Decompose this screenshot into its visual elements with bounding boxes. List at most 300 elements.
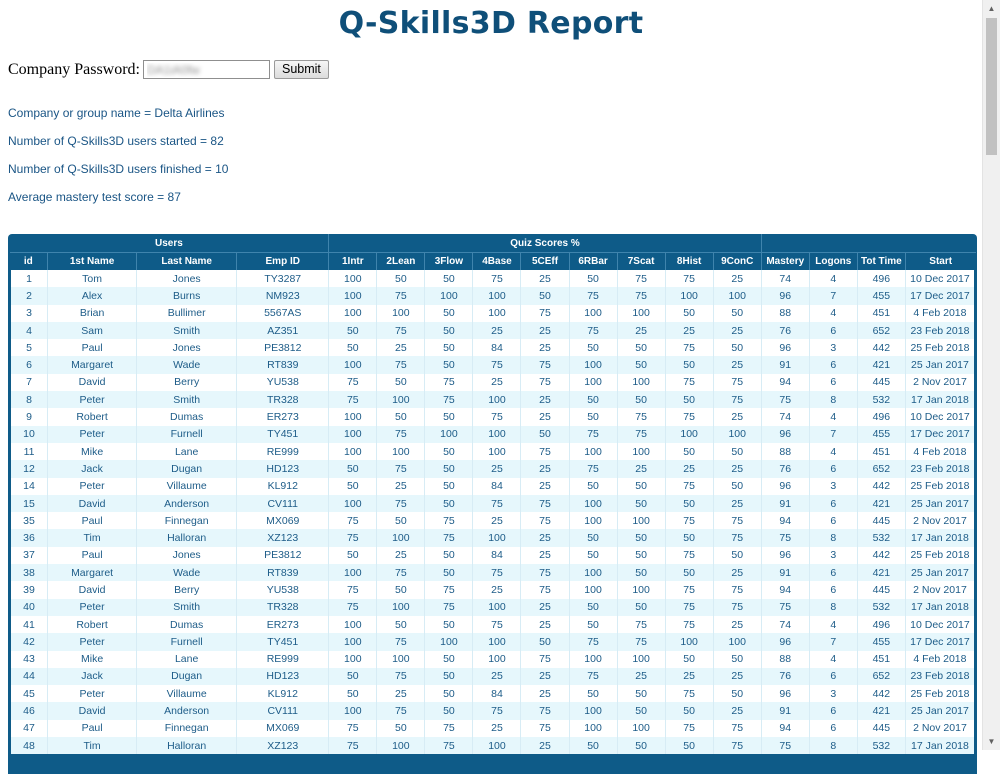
table-cell: 50: [713, 305, 761, 322]
table-cell: 50: [377, 616, 425, 633]
table-cell: RT839: [237, 356, 329, 373]
table-cell: Jones: [137, 547, 237, 564]
table-cell: 50: [425, 339, 473, 356]
table-cell: Furnell: [137, 633, 237, 650]
table-cell: Paul: [48, 512, 137, 529]
table-cell: 100: [713, 287, 761, 304]
table-cell: 75: [761, 737, 809, 754]
table-cell: 4 Feb 2018: [905, 443, 975, 460]
table-cell: 84: [473, 547, 521, 564]
table-cell: 50: [569, 478, 617, 495]
table-cell: 50: [569, 547, 617, 564]
table-cell: 2 Nov 2017: [905, 720, 975, 737]
table-cell: MX069: [237, 512, 329, 529]
table-cell: 50: [569, 599, 617, 616]
table-cell: 84: [473, 478, 521, 495]
table-cell: 442: [857, 339, 905, 356]
table-cell: 96: [761, 426, 809, 443]
column-header: Mastery: [761, 253, 809, 271]
table-cell: 75: [665, 408, 713, 425]
table-cell: 25 Feb 2018: [905, 478, 975, 495]
table-cell: 75: [521, 495, 569, 512]
table-cell: 25: [521, 408, 569, 425]
table-cell: 100: [329, 270, 377, 287]
table-cell: 50: [713, 651, 761, 668]
table-cell: KL912: [237, 685, 329, 702]
table-cell: 75: [617, 616, 665, 633]
table-cell: Jack: [48, 460, 137, 477]
table-cell: Berry: [137, 374, 237, 391]
table-cell: 25: [473, 668, 521, 685]
table-row: [10, 633, 976, 650]
table-cell: 50: [569, 270, 617, 287]
table-cell: 25: [713, 564, 761, 581]
table-cell: 25: [713, 356, 761, 373]
table-cell: 652: [857, 460, 905, 477]
table-row: [10, 702, 976, 719]
table-cell: 2: [10, 287, 48, 304]
table-cell: 100: [617, 512, 665, 529]
table-cell: 2 Nov 2017: [905, 512, 975, 529]
table-cell: 50: [617, 702, 665, 719]
table-cell: 445: [857, 374, 905, 391]
table-cell: 445: [857, 720, 905, 737]
table-cell: 421: [857, 702, 905, 719]
table-cell: KL912: [237, 478, 329, 495]
table-cell: 50: [713, 685, 761, 702]
table-cell: 532: [857, 529, 905, 546]
table-cell: 75: [377, 356, 425, 373]
table-cell: 50: [617, 685, 665, 702]
table-cell: 75: [329, 720, 377, 737]
table-cell: 100: [377, 305, 425, 322]
table-cell: Bullimer: [137, 305, 237, 322]
table-cell: 50: [617, 599, 665, 616]
table-cell: 25: [713, 460, 761, 477]
table-cell: 25: [617, 668, 665, 685]
table-row: [10, 512, 976, 529]
table-cell: 50: [377, 374, 425, 391]
table-cell: 84: [473, 685, 521, 702]
table-cell: 50: [521, 426, 569, 443]
column-header: 6RBar: [569, 253, 617, 271]
submit-button[interactable]: Submit: [274, 60, 329, 79]
table-cell: 94: [761, 512, 809, 529]
table-row: [10, 270, 976, 287]
table-cell: 25 Jan 2017: [905, 702, 975, 719]
table-cell: 88: [761, 651, 809, 668]
table-cell: 50: [665, 305, 713, 322]
table-row: [10, 478, 976, 495]
table-cell: 5: [10, 339, 48, 356]
table-cell: 50: [617, 529, 665, 546]
table-cell: 4: [809, 408, 857, 425]
table-cell: 100: [665, 287, 713, 304]
table-cell: 88: [761, 443, 809, 460]
table-cell: 75: [665, 374, 713, 391]
table-cell: 35: [10, 512, 48, 529]
table-cell: 10 Dec 2017: [905, 408, 975, 425]
table-cell: 75: [473, 495, 521, 512]
table-cell: 75: [329, 374, 377, 391]
table-cell: 75: [329, 599, 377, 616]
column-header: 1Intr: [329, 253, 377, 271]
table-cell: Jack: [48, 668, 137, 685]
table-cell: 50: [425, 668, 473, 685]
group-header-users: Users: [154, 237, 183, 249]
table-cell: Villaume: [137, 478, 237, 495]
table-cell: 75: [713, 737, 761, 754]
table-cell: 100: [329, 616, 377, 633]
column-header: Logons: [809, 253, 857, 271]
table-cell: 75: [713, 512, 761, 529]
table-cell: 75: [521, 702, 569, 719]
table-cell: 10 Dec 2017: [905, 270, 975, 287]
table-cell: 4: [10, 322, 48, 339]
table-cell: 652: [857, 322, 905, 339]
table-cell: 23 Feb 2018: [905, 460, 975, 477]
table-cell: 25: [521, 270, 569, 287]
table-cell: CV111: [237, 702, 329, 719]
table-cell: 50: [569, 737, 617, 754]
table-cell: 50: [425, 564, 473, 581]
table-cell: 25: [521, 616, 569, 633]
table-row: [10, 651, 976, 668]
table-cell: 75: [569, 668, 617, 685]
table-cell: 50: [569, 339, 617, 356]
table-cell: 100: [329, 564, 377, 581]
table-cell: 75: [377, 287, 425, 304]
table-cell: 25: [473, 374, 521, 391]
table-cell: 100: [425, 426, 473, 443]
table-cell: 75: [665, 547, 713, 564]
table-cell: Dumas: [137, 616, 237, 633]
table-cell: Lane: [137, 443, 237, 460]
table-cell: MX069: [237, 720, 329, 737]
table-cell: 3: [10, 305, 48, 322]
table-cell: 7: [809, 633, 857, 650]
table-cell: 3: [809, 478, 857, 495]
table-cell: 25: [473, 512, 521, 529]
company-name-info: Company or group name = Delta Airlines: [8, 106, 225, 120]
table-cell: 455: [857, 426, 905, 443]
table-cell: Jones: [137, 270, 237, 287]
table-cell: 36: [10, 529, 48, 546]
table-cell: 100: [329, 426, 377, 443]
table-cell: 75: [665, 599, 713, 616]
table-cell: 75: [617, 287, 665, 304]
table-cell: RE999: [237, 651, 329, 668]
table-cell: 25: [521, 460, 569, 477]
table-cell: 44: [10, 668, 48, 685]
table-cell: 75: [473, 564, 521, 581]
table-row: [10, 305, 976, 322]
table-cell: RT839: [237, 564, 329, 581]
table-cell: Dumas: [137, 408, 237, 425]
table-cell: 100: [473, 633, 521, 650]
table-cell: 4 Feb 2018: [905, 651, 975, 668]
table-cell: 75: [473, 616, 521, 633]
table-cell: 17 Jan 2018: [905, 529, 975, 546]
table-cell: 442: [857, 685, 905, 702]
table-cell: TY451: [237, 633, 329, 650]
table-cell: 74: [761, 408, 809, 425]
table-cell: 25: [713, 270, 761, 287]
table-cell: 94: [761, 581, 809, 598]
group-header-summary: [761, 234, 975, 253]
table-cell: 100: [329, 287, 377, 304]
table-cell: 6: [809, 564, 857, 581]
table-cell: 25: [617, 460, 665, 477]
vertical-scrollbar[interactable]: [982, 0, 1000, 750]
table-cell: 50: [377, 720, 425, 737]
table-cell: 100: [569, 443, 617, 460]
table-cell: 6: [809, 322, 857, 339]
table-cell: 17 Jan 2018: [905, 599, 975, 616]
table-cell: 50: [665, 391, 713, 408]
table-cell: 37: [10, 547, 48, 564]
table-row: [10, 426, 976, 443]
table-row: [10, 616, 976, 633]
table-cell: 100: [569, 512, 617, 529]
table-cell: 100: [377, 443, 425, 460]
table-cell: 76: [761, 668, 809, 685]
table-cell: Finnegan: [137, 512, 237, 529]
table-cell: Margaret: [48, 564, 137, 581]
table-cell: Smith: [137, 322, 237, 339]
table-cell: 5567AS: [237, 305, 329, 322]
table-cell: 75: [329, 512, 377, 529]
table-cell: PE3812: [237, 547, 329, 564]
table-cell: Margaret: [48, 356, 137, 373]
password-input[interactable]: [143, 60, 270, 79]
table-cell: 50: [425, 495, 473, 512]
table-cell: 75: [521, 651, 569, 668]
table-cell: 100: [473, 651, 521, 668]
table-cell: 100: [473, 287, 521, 304]
table-cell: 75: [329, 391, 377, 408]
table-cell: 75: [425, 391, 473, 408]
table-cell: Smith: [137, 391, 237, 408]
table-cell: 25 Feb 2018: [905, 339, 975, 356]
table-cell: 50: [329, 460, 377, 477]
table-cell: 496: [857, 616, 905, 633]
table-cell: Peter: [48, 633, 137, 650]
table-cell: 50: [569, 685, 617, 702]
table-cell: 4: [809, 270, 857, 287]
table-cell: 50: [425, 408, 473, 425]
table-cell: 100: [425, 633, 473, 650]
column-header: Tot Time: [857, 253, 905, 271]
table-row: [10, 443, 976, 460]
table-cell: 50: [569, 408, 617, 425]
table-cell: 25: [473, 720, 521, 737]
table-cell: 91: [761, 702, 809, 719]
table-cell: 74: [761, 270, 809, 287]
table-cell: TY3287: [237, 270, 329, 287]
table-cell: 75: [473, 702, 521, 719]
table-cell: 75: [713, 581, 761, 598]
column-header: 4Base: [473, 253, 521, 271]
table-cell: 100: [473, 599, 521, 616]
table-cell: Tim: [48, 529, 137, 546]
table-cell: 6: [809, 356, 857, 373]
table-cell: 100: [473, 737, 521, 754]
table-cell: 75: [377, 322, 425, 339]
report-table: [8, 234, 977, 754]
table-cell: AZ351: [237, 322, 329, 339]
table-cell: 17 Dec 2017: [905, 287, 975, 304]
table-cell: 75: [617, 270, 665, 287]
table-cell: 100: [329, 651, 377, 668]
table-cell: 50: [425, 460, 473, 477]
table-cell: Peter: [48, 599, 137, 616]
table-cell: 100: [329, 356, 377, 373]
table-cell: 75: [713, 599, 761, 616]
table-cell: 25: [713, 495, 761, 512]
table-cell: 25: [521, 547, 569, 564]
table-cell: 100: [569, 356, 617, 373]
table-cell: 50: [425, 305, 473, 322]
table-cell: 75: [377, 668, 425, 685]
table-cell: 25: [713, 616, 761, 633]
table-cell: 47: [10, 720, 48, 737]
table-cell: 25: [665, 322, 713, 339]
table-cell: 50: [329, 322, 377, 339]
table-cell: 100: [329, 633, 377, 650]
table-cell: 50: [617, 391, 665, 408]
table-cell: Finnegan: [137, 720, 237, 737]
table-cell: 100: [569, 495, 617, 512]
table-cell: 50: [377, 581, 425, 598]
table-row: [10, 322, 976, 339]
table-cell: 7: [809, 287, 857, 304]
table-cell: 3: [809, 685, 857, 702]
table-cell: 25: [377, 685, 425, 702]
table-cell: 442: [857, 547, 905, 564]
table-cell: 75: [377, 564, 425, 581]
table-cell: Mike: [48, 651, 137, 668]
table-cell: Halloran: [137, 737, 237, 754]
table-cell: 75: [713, 720, 761, 737]
table-cell: Tom: [48, 270, 137, 287]
table-cell: 50: [713, 339, 761, 356]
table-cell: 75: [425, 374, 473, 391]
table-cell: 445: [857, 512, 905, 529]
table-cell: 532: [857, 599, 905, 616]
table-cell: Robert: [48, 408, 137, 425]
table-cell: 75: [569, 287, 617, 304]
column-header: 8Hist: [665, 253, 713, 271]
table-cell: 75: [761, 599, 809, 616]
table-cell: 94: [761, 720, 809, 737]
table-cell: 25: [713, 322, 761, 339]
table-cell: 96: [761, 287, 809, 304]
table-cell: 50: [617, 495, 665, 512]
table-cell: 50: [329, 668, 377, 685]
table-cell: YU538: [237, 581, 329, 598]
table-cell: 9: [10, 408, 48, 425]
table-row: [10, 339, 976, 356]
table-cell: 100: [713, 426, 761, 443]
table-cell: 50: [425, 685, 473, 702]
table-cell: TY451: [237, 426, 329, 443]
table-cell: 8: [809, 529, 857, 546]
table-cell: 25: [713, 702, 761, 719]
table-cell: 100: [569, 581, 617, 598]
table-cell: Mike: [48, 443, 137, 460]
table-cell: 100: [617, 581, 665, 598]
table-cell: 96: [761, 633, 809, 650]
table-cell: 50: [713, 443, 761, 460]
table-cell: 12: [10, 460, 48, 477]
table-cell: 25: [377, 478, 425, 495]
table-cell: 75: [329, 581, 377, 598]
table-cell: 75: [665, 581, 713, 598]
table-cell: 38: [10, 564, 48, 581]
table-cell: 75: [329, 737, 377, 754]
table-cell: 6: [809, 374, 857, 391]
table-cell: 25: [521, 339, 569, 356]
table-cell: 46: [10, 702, 48, 719]
table-cell: 75: [521, 305, 569, 322]
table-row: [10, 287, 976, 304]
group-header-quiz-scores: Quiz Scores %: [329, 234, 761, 253]
table-cell: 50: [329, 685, 377, 702]
table-cell: 25: [473, 460, 521, 477]
table-cell: 50: [329, 478, 377, 495]
table-cell: 25: [521, 322, 569, 339]
table-cell: 100: [473, 391, 521, 408]
table-cell: 75: [569, 426, 617, 443]
scroll-up-arrow-icon[interactable]: ▲: [987, 4, 996, 13]
table-cell: 100: [377, 651, 425, 668]
scroll-down-arrow-icon[interactable]: ▼: [987, 737, 996, 746]
table-cell: 50: [425, 356, 473, 373]
table-cell: Berry: [137, 581, 237, 598]
table-cell: 4: [809, 651, 857, 668]
table-row: [10, 460, 976, 477]
table-row: [10, 374, 976, 391]
table-cell: ER273: [237, 616, 329, 633]
table-cell: HD123: [237, 668, 329, 685]
table-cell: 451: [857, 305, 905, 322]
table-cell: 421: [857, 564, 905, 581]
table-cell: 48: [10, 737, 48, 754]
scroll-thumb[interactable]: [986, 18, 997, 155]
table-cell: 23 Feb 2018: [905, 322, 975, 339]
table-cell: 25: [377, 547, 425, 564]
table-cell: 75: [617, 426, 665, 443]
table-cell: 75: [761, 391, 809, 408]
table-row: [10, 720, 976, 737]
table-cell: 25: [713, 668, 761, 685]
table-cell: Wade: [137, 356, 237, 373]
table-cell: 75: [665, 512, 713, 529]
table-cell: 6: [809, 512, 857, 529]
table-cell: David: [48, 702, 137, 719]
table-cell: 3: [809, 339, 857, 356]
table-cell: 4 Feb 2018: [905, 305, 975, 322]
table-cell: 96: [761, 547, 809, 564]
table-cell: 50: [665, 737, 713, 754]
table-cell: 4: [809, 305, 857, 322]
table-cell: 91: [761, 495, 809, 512]
column-header: Start: [905, 253, 975, 271]
table-cell: 75: [425, 581, 473, 598]
table-cell: 50: [425, 651, 473, 668]
table-cell: 532: [857, 737, 905, 754]
